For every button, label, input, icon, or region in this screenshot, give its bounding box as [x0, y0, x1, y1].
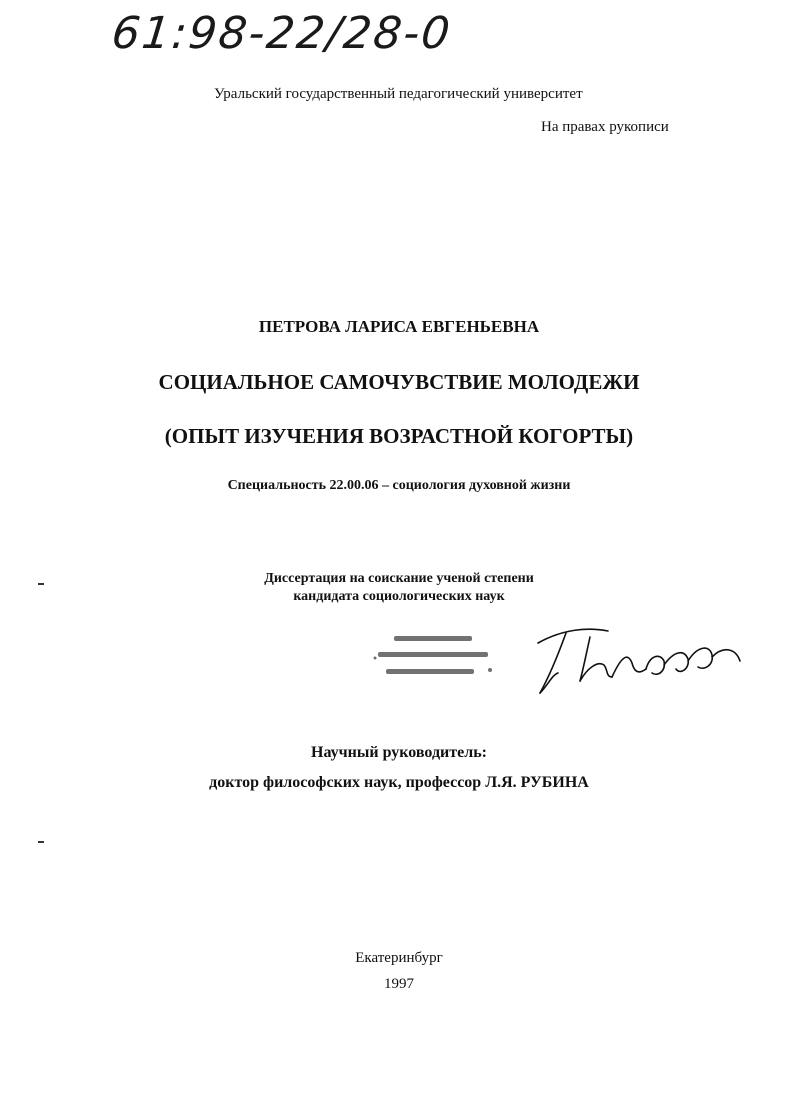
city: Екатеринбург: [355, 950, 443, 966]
advisor-label: Научный руководитель:: [311, 744, 487, 761]
library-stamp: [370, 628, 500, 688]
speciality-code: Специальность 22.00.06 – социология духовной жизни: [227, 478, 571, 493]
author-name: ПЕТРОВА ЛАРИСА ЕВГЕНЬЕВНА: [258, 317, 540, 336]
scan-speck: [38, 583, 44, 585]
handwritten-registration-code: 61:98-22/28-0: [109, 8, 455, 59]
author-signature: [528, 615, 748, 705]
advisor-name: доктор философских наук, профессор Л.Я. РУБИНА: [209, 774, 589, 791]
dissertation-title-line-1: СОЦИАЛЬНОЕ САМОЧУВСТВИЕ МОЛОДЕЖИ: [158, 370, 640, 394]
degree-statement-line-2: кандидата социологических наук: [293, 589, 505, 604]
dissertation-title-line-2: (ОПЫТ ИЗУЧЕНИЯ ВОЗРАСТНОЙ КОГОРТЫ): [164, 424, 634, 448]
manuscript-rights-note: На правах рукописи: [541, 119, 669, 135]
university-name: Уральский государственный педагогический университет: [214, 86, 583, 102]
year: 1997: [384, 976, 414, 992]
degree-statement-line-1: Диссертация на соискание ученой степени: [264, 571, 534, 586]
scan-speck: [38, 841, 44, 843]
